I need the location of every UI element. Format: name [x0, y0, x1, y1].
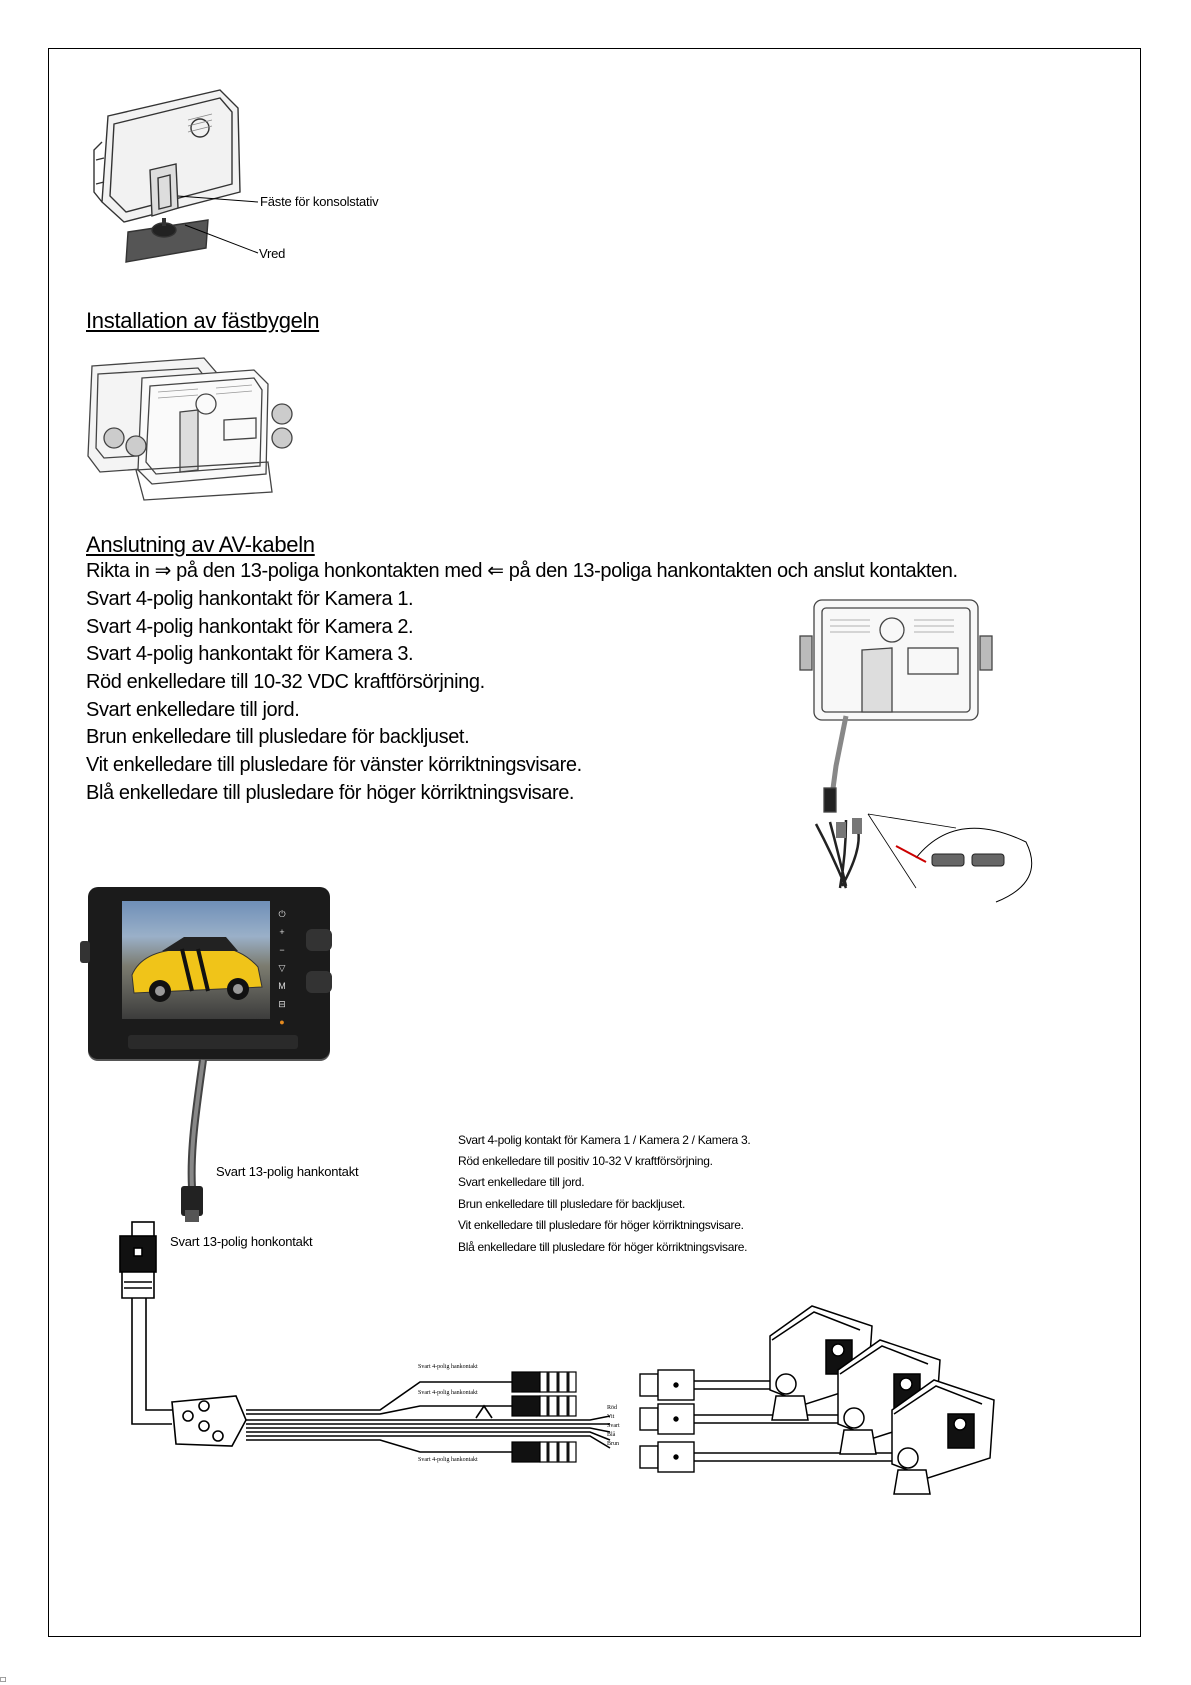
male-connector-label: Svart 13-polig hankontakt — [216, 1164, 359, 1179]
wiring-note-4: Brun enkelledare till plusledare för backljuset. — [458, 1197, 686, 1211]
wire-label-red: Röd — [607, 1405, 618, 1411]
knob-label: Vred — [259, 246, 286, 261]
plus-button-icon[interactable]: + — [279, 927, 285, 937]
wiring-note-1: Svart 4-polig kontakt för Kamera 1 / Kamera 2 / Kamera 3. — [458, 1133, 751, 1147]
av-line-9: Blå enkelledare till plusledare för höger körriktningsvisare. — [86, 782, 575, 804]
wire-label-brown: Brun — [607, 1441, 619, 1447]
bracket-label: Fäste för konsolstativ — [260, 194, 379, 209]
wire-label-black: Svart — [607, 1423, 620, 1429]
av-line-4: Svart 4-polig hankontakt för Kamera 3. — [86, 643, 414, 665]
installation-heading: Installation av fästbygeln — [86, 308, 320, 333]
female-connector-label: Svart 13-polig honkontakt — [170, 1234, 313, 1249]
wire-label-white: Vit — [607, 1414, 615, 1420]
minus-button-icon[interactable]: − — [279, 945, 285, 955]
wiring-note-2: Röd enkelledare till positiv 10-32 V kraftförsörjning. — [458, 1154, 713, 1168]
av-line-2: Svart 4-polig hankontakt för Kamera 1. — [86, 588, 414, 610]
plug-label-1: Svart 4-polig hankontakt — [418, 1364, 478, 1370]
down-button-icon[interactable]: ▽ — [278, 963, 286, 973]
source-button-icon[interactable]: ⊟ — [278, 999, 286, 1009]
av-cable-heading: Anslutning av AV-kabeln — [86, 532, 315, 557]
power-button-icon[interactable]: ⏻ — [278, 909, 286, 919]
wiring-note-5: Vit enkelledare till plusledare för höger körriktningsvisare. — [458, 1218, 744, 1232]
plug-label-2: Svart 4-polig hankontakt — [418, 1390, 478, 1396]
av-line-1: Rikta in ⇒ på den 13-poliga honkontakten med ⇐ på den 13-poliga hankontakten och anslut kontakten. — [86, 560, 958, 582]
wiring-note-3: Svart enkelledare till jord. — [458, 1175, 585, 1189]
wiring-note-6: Blå enkelledare till plusledare för höger körriktningsvisare. — [458, 1240, 748, 1254]
wire-label-blue: Blå — [607, 1432, 616, 1438]
av-line-6: Svart enkelledare till jord. — [86, 699, 300, 721]
av-line-8: Vit enkelledare till plusledare för vänster körriktningsvisare. — [86, 754, 582, 776]
footer-mark: ☐ — [0, 1677, 7, 1684]
menu-button-icon[interactable]: M — [278, 981, 286, 991]
av-line-5: Röd enkelledare till 10-32 VDC kraftförsörjning. — [86, 671, 485, 693]
plug-label-3: Svart 4-polig hankontakt — [418, 1457, 478, 1463]
av-line-3: Svart 4-polig hankontakt för Kamera 2. — [86, 616, 414, 638]
status-led-icon: ● — [279, 1017, 285, 1027]
av-line-7: Brun enkelledare till plusledare för backljuset. — [86, 726, 470, 748]
